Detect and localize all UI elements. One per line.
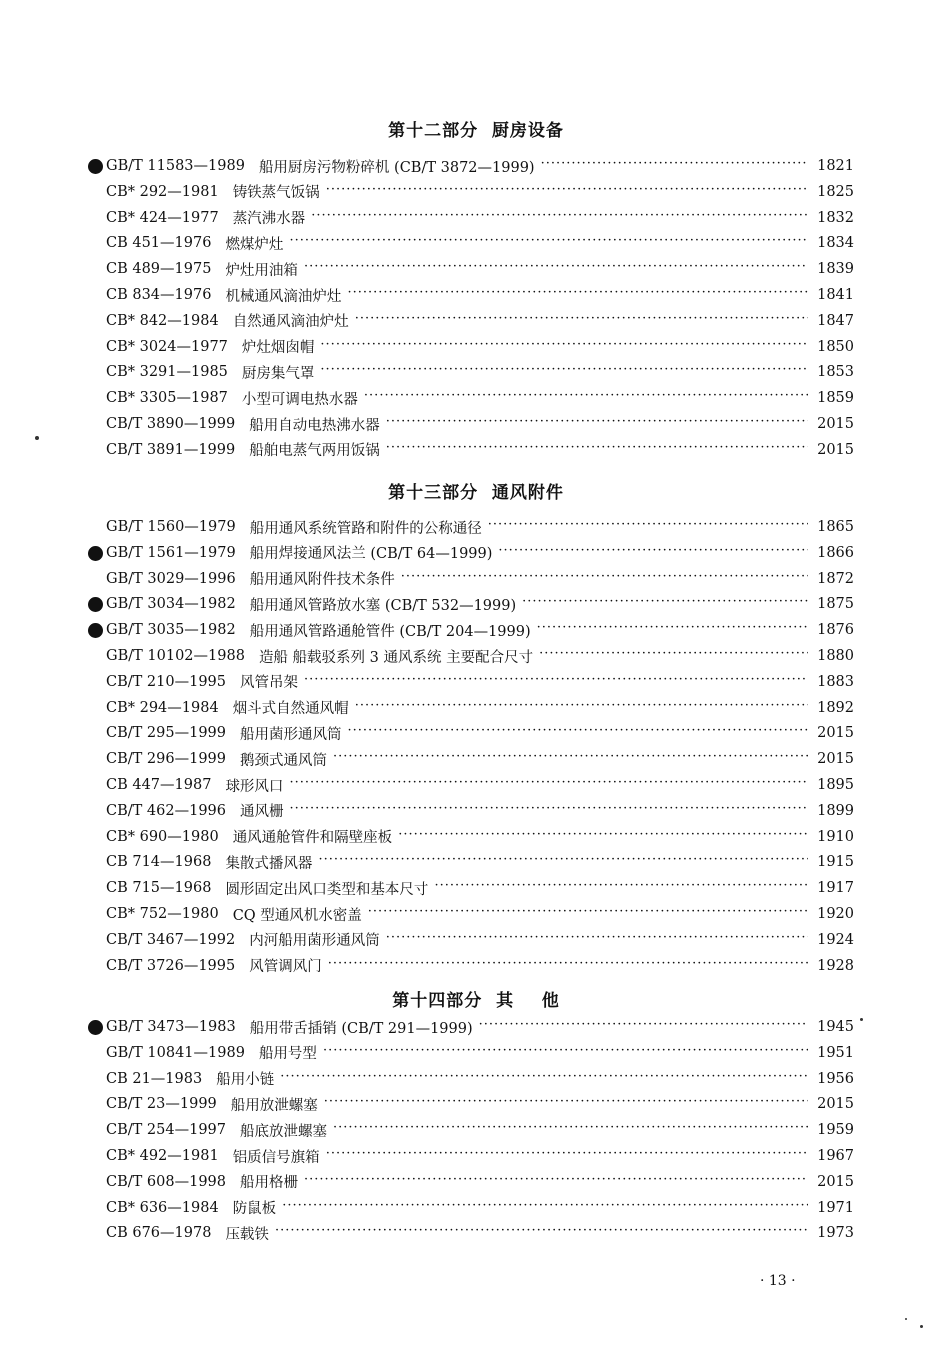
scan-speck [920,1325,923,1328]
dot-leader [355,315,808,327]
dot-leader [289,237,808,249]
entry-page-number: 1876 [817,622,854,639]
bullet-dot-icon [88,597,103,612]
toc-entry [106,1091,854,1117]
standard-title: 炉灶烟囱帽 [241,340,315,357]
standard-title: CQ 型通风机水密盖 [232,907,362,924]
entry-page-number: 1866 [817,544,854,561]
standard-title: 船用焊接通风法兰 (CB/T 64—1999) [249,546,493,563]
standard-title: 压载铁 [225,1226,269,1243]
standard-title: 铸铁蒸气饭锅 [232,185,320,202]
standard-code: CB* 752—1980 [106,906,219,922]
dot-leader [311,212,808,224]
standard-title: 船用厨房污物粉碎机 (CB/T 3872—1999) [258,159,535,176]
toc-entry [106,746,854,772]
toc-entry [106,230,854,256]
entry-page-number: 1895 [817,777,854,793]
dot-leader [364,392,808,404]
page-number: · 13 · [760,1273,796,1289]
standard-title: 船用自动电热沸水器 [249,417,380,434]
standard-code: CB/T 608—1998 [106,1173,226,1190]
entry-page-number: 2015 [817,1096,854,1113]
standard-title: 船用菌形通风筒 [240,726,342,743]
entry-page-number: 1910 [817,828,854,845]
entry-page-number: 1880 [817,648,854,664]
standard-title: 厨房集气罩 [241,365,315,382]
dot-leader [304,1176,808,1188]
standard-title: 船用号型 [258,1046,317,1063]
dot-leader [289,779,808,791]
toc-entry [106,334,854,360]
dot-leader [333,1124,808,1136]
entry-page-number: 1945 [817,1019,854,1035]
standard-code: CB 715—1968 [106,880,212,897]
standard-code: CB* 3024—1977 [106,338,228,355]
dot-leader [522,598,808,610]
entry-page-number: 1899 [817,802,854,819]
standard-code: CB* 842—1984 [106,312,219,329]
standard-title: 铝质信号旗箱 [232,1149,320,1166]
toc-entry [106,1143,854,1169]
standard-code: CB* 3305—1987 [106,390,228,407]
standard-code: GB/T 3029—1996 [106,570,236,587]
entry-page-number: 1839 [817,261,854,278]
toc-entry [106,824,854,850]
toc-entry [106,437,854,463]
dot-leader [479,1021,808,1033]
standard-code: GB/T 10102—1988 [106,648,245,664]
standard-title: 船用带舌插销 (CB/T 291—1999) [249,1020,473,1037]
toc-entry [106,798,854,824]
dot-leader [386,418,808,430]
entry-page-number: 1853 [817,364,854,381]
entry-page-number: 1825 [817,183,854,200]
entry-page-number: 1928 [817,957,854,974]
standard-code: GB/T 1561—1979 [106,544,236,561]
entry-page-number: 1832 [817,209,854,226]
dot-leader [355,702,808,714]
standard-title: 燃煤炉灶 [225,236,284,253]
standard-title: 通风通舱管件和隔壁座板 [232,830,393,847]
dot-leader [323,1047,808,1059]
dot-leader [368,908,808,920]
standard-title: 船用通风管路放水塞 (CB/T 532—1999) [249,597,517,614]
entry-page-number: 2015 [817,416,854,432]
entry-page-number: 1967 [817,1148,854,1164]
entry-page-number: 1924 [817,931,854,948]
section-title: 第十三部分 通风附件 [388,483,564,503]
toc-entry [106,1066,854,1092]
standard-code: CB 834—1976 [106,287,212,303]
toc-entry [106,849,854,875]
standard-title: 鹅颈式通风筒 [240,752,327,769]
bullet-dot-icon [88,159,103,174]
standard-title: 船用格栅 [240,1175,298,1192]
toc-entry [106,1040,854,1066]
dot-leader [275,1227,808,1239]
dot-leader [434,882,808,894]
toc-entry [106,385,854,411]
entry-page-number: 2015 [817,1173,854,1190]
entry-page-number: 1951 [817,1044,854,1061]
standard-code: CB/T 462—1996 [106,802,226,819]
toc-entry [106,540,854,566]
standard-title: 风管调风门 [249,959,322,976]
standard-code: CB 714—1968 [106,854,212,871]
dot-leader [318,856,808,868]
dot-leader [386,934,808,946]
standard-title: 船舶电蒸气两用饭锅 [249,443,380,460]
standard-title: 集散式播风器 [225,855,313,872]
standard-title: 自然通风滴油炉灶 [232,314,349,331]
entry-page-number: 1959 [817,1122,854,1139]
scan-speck [860,1018,863,1021]
dot-leader [320,366,808,378]
standard-title: 小型可调电热水器 [241,391,358,408]
toc-entry [106,308,854,334]
dot-leader [320,341,808,353]
toc-entry [106,875,854,901]
dot-leader [539,650,808,662]
toc-entry [106,901,854,927]
bullet-dot-icon [88,623,103,638]
standard-code: GB/T 3035—1982 [106,622,236,639]
standard-code: CB/T 210—1995 [106,673,226,690]
standard-title: 船用放泄螺塞 [230,1097,318,1114]
toc-entry [106,566,854,592]
entry-page-number: 1915 [817,854,854,871]
toc-entry [106,1117,854,1143]
dot-leader [537,624,808,636]
entry-page-number: 1971 [817,1199,854,1216]
dot-leader [304,263,808,275]
scan-speck [35,436,39,440]
dot-leader [326,1150,808,1162]
scan-speck [905,1318,907,1320]
toc-entry [106,1220,854,1246]
standard-title: 炉灶用油箱 [225,262,298,279]
section-title: 第十二部分 厨房设备 [388,121,564,141]
standard-code: CB 676—1978 [106,1225,212,1242]
entry-page-number: 2015 [817,441,854,458]
standard-code: GB/T 3034—1982 [106,596,236,613]
toc-entry [106,772,854,798]
dot-leader [347,289,808,301]
standard-code: CB* 690—1980 [106,828,219,845]
standard-code: CB* 424—1977 [106,209,219,226]
standard-code: CB 447—1987 [106,777,212,793]
dot-leader [324,1098,808,1110]
standard-title: 烟斗式自然通风帽 [232,701,349,718]
standard-title: 船用通风附件技术条件 [249,572,395,589]
entry-page-number: 1872 [817,570,854,587]
toc-entry [106,359,854,385]
toc-entry [106,695,854,721]
standard-code: CB/T 295—1999 [106,725,226,742]
toc-entry [106,256,854,282]
entry-page-number: 1956 [817,1070,854,1087]
dot-leader [280,1073,808,1085]
standard-title: 通风栅 [240,804,284,821]
bullet-dot-icon [88,546,103,561]
standard-title: 机械通风滴油炉灶 [225,288,342,305]
toc-entry [106,153,854,179]
entry-page-number: 1875 [817,596,854,613]
standard-code: CB* 492—1981 [106,1148,219,1164]
toc-entry [106,514,854,540]
standard-code: GB/T 10841—1989 [106,1044,245,1061]
standard-title: 船用小链 [216,1072,275,1089]
dot-leader [541,160,808,172]
dot-leader [498,547,808,559]
standard-code: CB 21—1983 [106,1070,203,1087]
dot-leader [386,444,808,456]
toc-entry [106,669,854,695]
toc-entry [106,591,854,617]
entry-page-number: 2015 [817,751,854,768]
standard-title: 船用通风系统管路和附件的公称通径 [249,520,482,537]
dot-leader [488,521,808,533]
toc-entry [106,1195,854,1221]
dot-leader [326,186,808,198]
standard-title: 风管吊架 [240,675,298,692]
toc-entry [106,179,854,205]
standard-title: 球形风口 [225,778,284,795]
entry-page-number: 1892 [817,699,854,716]
entry-page-number: 1865 [817,519,854,535]
standard-code: CB/T 254—1997 [106,1122,226,1139]
dot-leader [401,573,808,585]
standard-code: CB* 292—1981 [106,183,219,200]
standard-code: CB 451—1976 [106,235,212,252]
toc-entry [106,282,854,308]
standard-title: 圆形固定出风口类型和基本尺寸 [225,881,429,898]
standard-code: GB/T 1560—1979 [106,519,236,535]
entry-page-number: 1883 [817,673,854,690]
entry-page-number: 1821 [817,158,854,174]
standard-code: CB* 294—1984 [106,699,219,716]
toc-entry [106,411,854,437]
toc-entry [106,643,854,669]
toc-entry [106,720,854,746]
section-title: 第十四部分 其 他 [392,991,560,1011]
toc-entry [106,927,854,953]
toc-entry [106,953,854,979]
toc-entry [106,1014,854,1040]
standard-code: CB/T 23—1999 [106,1096,217,1113]
standard-code: GB/T 3473—1983 [106,1019,236,1035]
entry-page-number: 2015 [817,725,854,742]
dot-leader [398,831,808,843]
bullet-dot-icon [88,1020,103,1035]
entry-page-number: 1920 [817,906,854,922]
standard-title: 船用通风管路通舱管件 (CB/T 204—1999) [249,623,531,640]
standard-code: CB/T 3467—1992 [106,931,236,948]
standard-title: 防鼠板 [232,1201,277,1218]
standard-title: 内河船用菌形通风筒 [249,933,380,950]
standard-code: CB* 3291—1985 [106,364,228,381]
entry-page-number: 1847 [817,312,854,329]
standard-code: CB 489—1975 [106,261,212,278]
standard-title: 造船 船载驳系列 3 通风系统 主要配合尺寸 [258,649,534,666]
entry-page-number: 1850 [817,338,854,355]
standard-code: CB/T 296—1999 [106,751,226,768]
dot-leader [282,1202,808,1214]
entry-page-number: 1859 [817,390,854,407]
entry-page-number: 1834 [817,235,854,252]
entry-page-number: 1973 [817,1225,854,1242]
entry-page-number: 1841 [817,287,854,303]
standard-code: CB* 636—1984 [106,1199,219,1216]
toc-entry [106,1169,854,1195]
standard-code: CB/T 3726—1995 [106,957,236,974]
dot-leader [328,960,808,972]
toc-entry [106,205,854,231]
dot-leader [304,676,808,688]
standard-code: CB/T 3891—1999 [106,441,236,458]
standard-code: GB/T 11583—1989 [106,158,245,174]
toc-entry [106,617,854,643]
standard-code: CB/T 3890—1999 [106,416,236,432]
entry-page-number: 1917 [817,880,854,897]
standard-title: 蒸汽沸水器 [232,211,306,228]
dot-leader [348,727,809,739]
dot-leader [333,753,808,765]
standard-title: 船底放泄螺塞 [240,1123,327,1140]
dot-leader [290,805,809,817]
